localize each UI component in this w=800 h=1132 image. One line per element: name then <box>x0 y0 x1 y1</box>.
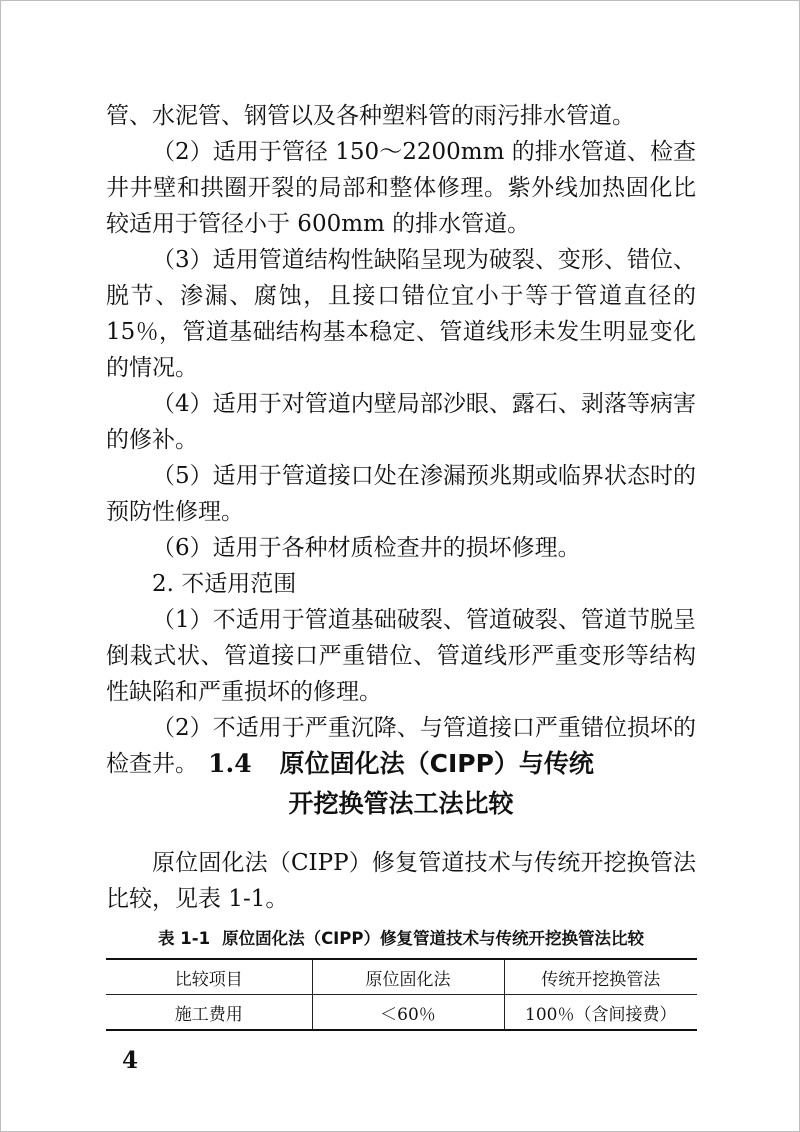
section-number: 1.4 <box>208 749 252 778</box>
table-number: 表 1-1 <box>158 929 211 948</box>
section-heading-line-1 <box>106 744 696 784</box>
body-text <box>106 98 696 782</box>
table-row <box>106 995 697 1031</box>
table-header-row <box>106 959 697 995</box>
paragraph: （2）不适用于严重沉降、与管道接口严重错位损坏的检查井。 <box>106 715 696 777</box>
table-cell: ＜60％ <box>312 995 504 1031</box>
table-caption <box>106 927 696 951</box>
paragraph: （4）适用于对管道内壁局部沙眼、露石、剥落等病害的修补。 <box>106 391 696 453</box>
comparison-table <box>106 958 697 1031</box>
table-title: 原位固化法（CIPP）修复管道技术与传统开挖换管法比较 <box>222 929 644 948</box>
subheading-not-applicable: 2. 不适用范围 <box>152 571 297 597</box>
paragraph: （1）不适用于管道基础破裂、管道破裂、管道节脱呈倒栽式状、管道接口严重错位、管道线形严重变形等结构性缺陷和严重损坏的修理。 <box>106 607 696 705</box>
paragraph: 管、水泥管、钢管以及各种塑料管的雨污排水管道。 <box>106 103 635 129</box>
section-heading <box>106 744 696 824</box>
section-title-part-2: 开挖换管法工法比较 <box>288 789 514 818</box>
column-header: 比较项目 <box>106 959 312 995</box>
column-header: 传统开挖换管法 <box>504 959 697 995</box>
column-header: 原位固化法 <box>312 959 504 995</box>
section-title-part-1: 原位固化法（CIPP）与传统 <box>279 749 594 778</box>
intro-paragraph: 原位固化法（CIPP）修复管道技术与传统开挖换管法比较，见表 1-1。 <box>106 850 696 912</box>
paragraph: （3）适用管道结构性缺陷呈现为破裂、变形、错位、脱节、渗漏、腐蚀，且接口错位宜小于等于管道直径的 15％，管道基础结构基本稳定、管道线形未发生明显变化的情况。 <box>106 247 696 381</box>
page-number: 4 <box>122 1047 139 1074</box>
paragraph: （6）适用于各种材质检查井的损坏修理。 <box>152 535 581 561</box>
table-cell: 施工费用 <box>106 995 312 1031</box>
paragraph: （2）适用于管径 150～2200mm 的排水管道、检查井井壁和拱圈开裂的局部和整体修理。紫外线加热固化比较适用于管径小于 600mm 的排水管道。 <box>106 139 696 237</box>
paragraph: （5）适用于管道接口处在渗漏预兆期或临界状态时的预防性修理。 <box>106 463 696 525</box>
table-cell: 100％（含间接费） <box>504 995 697 1031</box>
